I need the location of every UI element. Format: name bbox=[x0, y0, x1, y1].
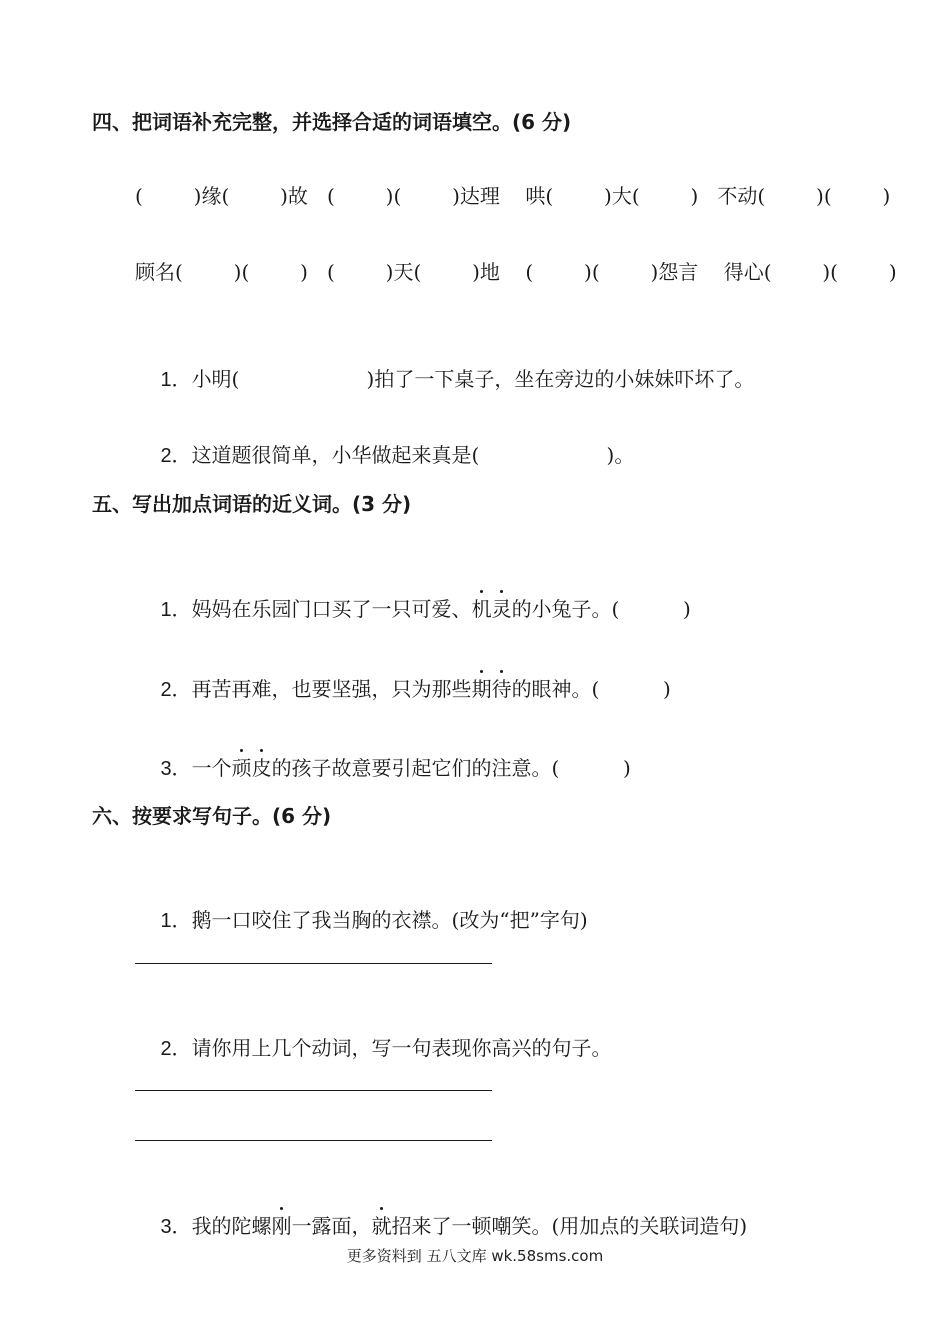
question-number: 1． bbox=[160, 910, 192, 932]
dotted-character: 刚 bbox=[272, 1211, 292, 1241]
dotted-character: 期 bbox=[472, 674, 492, 704]
question-text-after: 的孩子故意要引起它们的注意。( ) bbox=[271, 756, 631, 780]
section-5-question-2 bbox=[135, 644, 671, 735]
answer-line[interactable] bbox=[135, 1090, 492, 1091]
question-text: 鹅一口咬住了我当胸的衣襟。(改为“把”字句) bbox=[191, 908, 588, 932]
dotted-character: 灵 bbox=[492, 594, 512, 624]
question-number: 3． bbox=[160, 1216, 192, 1238]
question-text: 小明( )拍了一下桌子，坐在旁边的小妹妹吓坏了。 bbox=[191, 367, 755, 391]
section-5-question-1 bbox=[135, 564, 691, 655]
question-number: 2． bbox=[160, 445, 192, 467]
question-number: 1． bbox=[160, 599, 192, 621]
section-4-heading: 四、把词语补充完整，并选择合适的词语填空。(6 分) bbox=[92, 110, 572, 134]
answer-line[interactable] bbox=[135, 1140, 492, 1141]
question-text-c: 招来了一顿嘲笑。(用加点的关联词造句) bbox=[391, 1214, 748, 1238]
question-text: 这道题很简单，小华做起来真是( )。 bbox=[191, 443, 635, 467]
section-5-heading: 五、写出加点词语的近义词。(3 分) bbox=[92, 492, 412, 516]
question-text-after: 的眼神。( ) bbox=[511, 677, 671, 701]
dotted-character: 皮 bbox=[252, 753, 272, 783]
dotted-character: 顽 bbox=[232, 753, 252, 783]
question-text-after: 的小兔子。( ) bbox=[511, 597, 691, 621]
question-text-before: 妈妈在乐园门口买了一只可爱、 bbox=[191, 597, 472, 621]
question-number: 1． bbox=[160, 369, 192, 391]
question-number: 2． bbox=[160, 1038, 192, 1060]
answer-line[interactable] bbox=[135, 963, 492, 964]
question-text-b: 一露面， bbox=[291, 1214, 372, 1238]
footer-watermark: 更多资料到 五八文库 wk.58sms.com bbox=[346, 1247, 604, 1265]
idiom-row-2: 顾名( )( ) ( )天( )地 ( )( )怨言 得心( )( ) bbox=[135, 260, 897, 284]
dotted-character: 待 bbox=[492, 674, 512, 704]
section-6-heading: 六、按要求写句子。(6 分) bbox=[92, 804, 332, 828]
dotted-character: 就 bbox=[372, 1211, 392, 1241]
question-number: 2． bbox=[160, 679, 192, 701]
section-4-question-2 bbox=[135, 410, 634, 501]
question-text-before: 再苦再难，也要坚强，只为那些 bbox=[191, 677, 472, 701]
section-6-question-2 bbox=[135, 1003, 612, 1094]
dotted-character: 机 bbox=[472, 594, 492, 624]
question-number: 3． bbox=[160, 758, 192, 780]
question-text-before: 一个 bbox=[191, 756, 232, 780]
question-text-a: 我的陀螺 bbox=[191, 1214, 272, 1238]
question-text: 请你用上几个动词，写一句表现你高兴的句子。 bbox=[191, 1036, 612, 1060]
section-6-question-1 bbox=[135, 875, 588, 966]
idiom-row-1: ( )缘( )故 ( )( )达理 哄( )大( ) 不动( )( ) bbox=[135, 184, 891, 208]
